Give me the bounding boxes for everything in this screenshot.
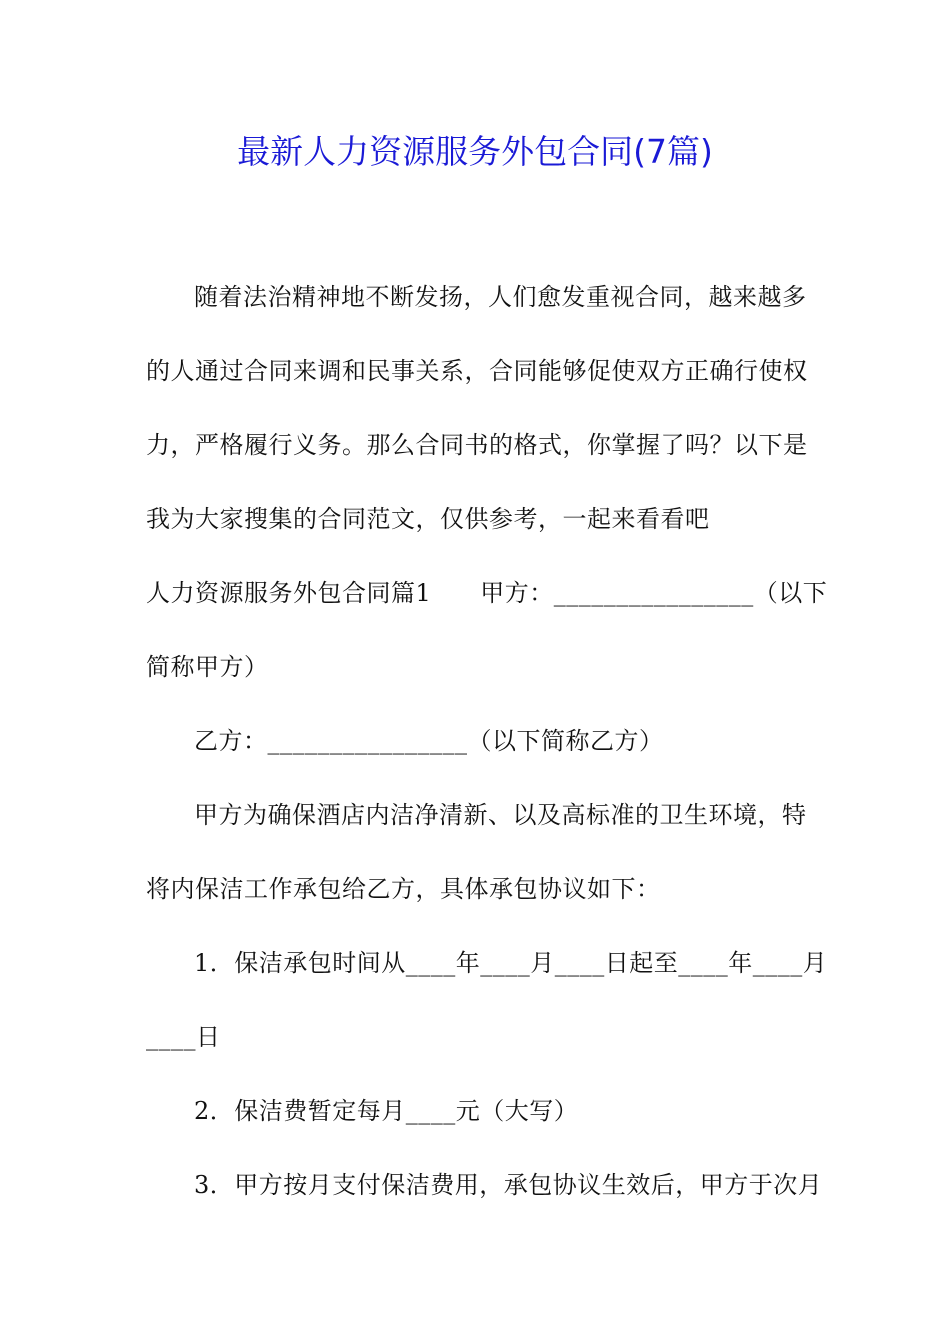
paragraph-line: 我为大家搜集的合同范文，仅供参考，一起来看看吧 <box>146 505 710 533</box>
paragraph-line: 简称甲方） <box>146 653 269 681</box>
paragraph-line: 1．保洁承包时间从____年____月____日起至____年____月 <box>194 949 828 977</box>
paragraph-line: 3．甲方按月支付保洁费用，承包协议生效后，甲方于次月 <box>194 1171 823 1199</box>
paragraph-line: 将内保洁工作承包给乙方，具体承包协议如下： <box>146 875 661 903</box>
document-title: 最新人力资源服务外包合同(7篇) <box>237 132 713 171</box>
paragraph-line: 随着法治精神地不断发扬，人们愈发重视合同，越来越多 <box>194 283 807 311</box>
document-body <box>146 260 828 1222</box>
paragraph-line: 人力资源服务外包合同篇1 甲方：________________（以下 <box>146 579 828 607</box>
paragraph-line: 甲方为确保酒店内洁净清新、以及高标准的卫生环境，特 <box>194 801 807 829</box>
paragraph-line: 力，严格履行义务。那么合同书的格式，你掌握了吗？以下是 <box>146 431 808 459</box>
paragraph-line: 乙方：________________（以下简称乙方） <box>194 727 664 755</box>
paragraph-line: 的人通过合同来调和民事关系，合同能够促使双方正确行使权 <box>146 357 808 385</box>
paragraph-line: 2．保洁费暂定每月____元（大写） <box>194 1097 579 1125</box>
paragraph-line: ____日 <box>146 1023 221 1051</box>
